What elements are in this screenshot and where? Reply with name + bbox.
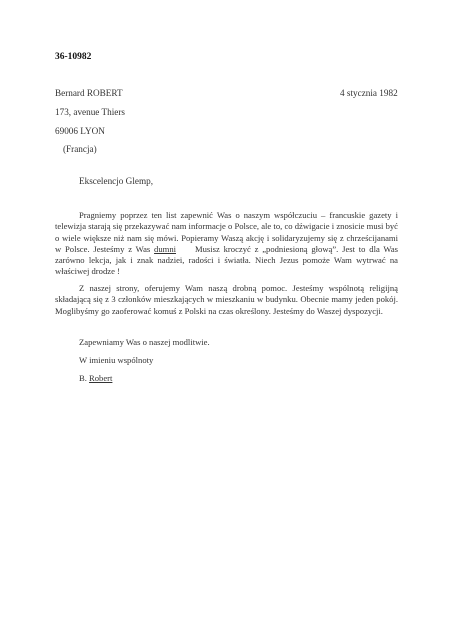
document-reference-number: 36-10982	[55, 52, 92, 62]
salutation: Ekscelencjo Glemp,	[79, 176, 153, 186]
body-paragraph-2: Z naszej strony, oferujemy Wam naszą drobną pomoc. Jesteśmy wspólnotą religijną składającą się z 3 członków mieszkających w mieszkaniu w budynku. Obecnie mamy jeden pokój. Moglibyśmy go zaoferować komuś z Polski na czas określony. Jesteśmy do Waszej dyspozycji.	[55, 283, 398, 316]
body-paragraph-1	[55, 210, 401, 278]
paragraph-1-text-a: Pragniemy poprzez ten list zapewnić Was o naszym współczuciu – francuskie gazety i telewizja starają się przekazywać nam informacje o Polsce, ale to, co dźwigacie i znosicie musi być o wiele większe niż nam się mówi. Popieramy Waszą akcję i solidaryzujemy się z chrześcijanami w Polsce. Jesteśmy z Was	[55, 210, 398, 254]
letter-date: 4 stycznia 1982	[340, 88, 398, 98]
closing-line-prayer: Zapewniamy Was o naszej modlitwie.	[79, 337, 210, 347]
sender-name: Bernard ROBERT	[55, 88, 123, 98]
paragraph-1-text-b: Musisz kroczyć z „podniesioną głową”. Jest to dla Was zarówno lekcja, jak i znak nadziei, radości i światła. Niech Jezus pomoże Wam wytrwać na właściwej drodze !	[55, 243, 401, 277]
signature	[79, 373, 112, 383]
signature-name: Robert	[89, 373, 113, 383]
signature-initial: B.	[79, 373, 90, 383]
closing-line-community: W imieniu wspólnoty	[79, 355, 154, 365]
paragraph-1-underlined-word: dumni	[154, 243, 177, 254]
sender-city: 69006 LYON	[55, 126, 105, 136]
sender-country: (Francja)	[63, 144, 97, 154]
sender-street: 173, avenue Thiers	[55, 107, 125, 117]
